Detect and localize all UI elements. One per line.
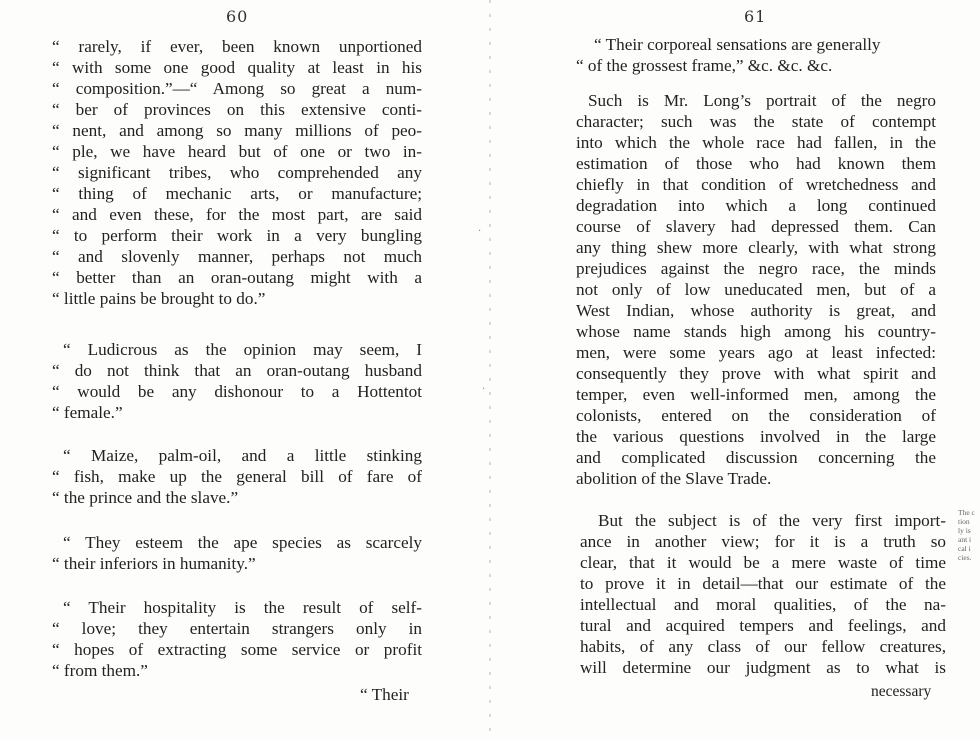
text-line: habits, of any class of our fellow creatures, bbox=[580, 637, 946, 656]
text-line: consequently they prove with what spirit and bbox=[576, 364, 936, 383]
text-line: “ ple, we have heard but of one or two in- bbox=[52, 142, 422, 161]
text-line: “ and slovenly manner, perhaps not much bbox=[52, 247, 422, 266]
text-line: “ their inferiors in humanity.” bbox=[52, 554, 256, 573]
text-line: whose name stands high among his country- bbox=[576, 322, 936, 341]
text-line: ance in another view; for it is a truth so bbox=[580, 532, 946, 551]
page-number-right: 61 bbox=[744, 7, 767, 26]
left-paragraph-4 bbox=[52, 532, 422, 574]
text-line: “ Maize, palm-oil, and a little stinking bbox=[63, 446, 422, 465]
text-line: “ ber of provinces on this extensive conti- bbox=[52, 100, 422, 119]
specks: · bbox=[478, 226, 482, 237]
text-line: not only of low uneducated men, but of a bbox=[576, 280, 936, 299]
text-line: “ nent, and among so many millions of peo- bbox=[52, 121, 422, 140]
text-line: “ composition.”—“ Among so great a num- bbox=[52, 79, 422, 98]
right-paragraph-3 bbox=[580, 510, 946, 678]
text-line: any thing shew more clearly, with what strong bbox=[576, 238, 936, 257]
right-paragraph-2 bbox=[576, 90, 936, 489]
text-line: “ of the grossest frame,” &c. &c. &c. bbox=[576, 56, 833, 75]
specks: · bbox=[482, 384, 486, 395]
text-line: colonists, entered on the consideration of bbox=[576, 406, 936, 425]
text-line: “ fish, make up the general bill of fare of bbox=[52, 467, 422, 486]
text-line: “ significant tribes, who comprehended any bbox=[52, 163, 422, 182]
text-line: clear, that it would be a mere waste of time bbox=[580, 553, 946, 572]
catchword-right: necessary bbox=[871, 683, 932, 700]
right-paragraph-1 bbox=[576, 34, 932, 76]
text-line: “ little pains be brought to do.” bbox=[52, 289, 266, 308]
margin-note-line: cal i bbox=[958, 544, 971, 553]
text-line: “ Their corporeal sensations are generally bbox=[594, 35, 881, 54]
text-line: “ would be any dishonour to a Hottentot bbox=[52, 382, 422, 401]
text-line: course of slavery had depressed them. Can bbox=[576, 217, 936, 236]
text-line: “ do not think that an oran-outang husband bbox=[52, 361, 422, 380]
text-line: “ Their hospitality is the result of self- bbox=[63, 598, 422, 617]
text-line: temper, even well-informed men, among the bbox=[576, 385, 936, 404]
text-line: “ to perform their work in a very bungling bbox=[52, 226, 422, 245]
catchword-left: “ Their bbox=[360, 685, 409, 704]
text-line: West Indian, whose authority is great, and bbox=[576, 301, 936, 320]
margin-note-line: cies. bbox=[958, 553, 972, 562]
margin-note bbox=[958, 508, 980, 562]
text-line: prejudices against the negro race, the minds bbox=[576, 259, 936, 278]
left-paragraph-2 bbox=[52, 339, 422, 423]
text-line: “ the prince and the slave.” bbox=[52, 488, 239, 507]
text-line: degradation into which a long continued bbox=[576, 196, 936, 215]
text-line: “ hopes of extracting some service or profit bbox=[52, 640, 422, 659]
margin-note-line: tion bbox=[958, 517, 970, 526]
text-line: and complicated discussion concerning the bbox=[576, 448, 936, 467]
text-line: to prove it in detail—that our estimate of the bbox=[580, 574, 946, 593]
left-paragraph-5 bbox=[52, 597, 422, 681]
text-line: “ They esteem the ape species as scarcely bbox=[63, 533, 422, 552]
left-paragraph-3 bbox=[52, 445, 422, 508]
right-page bbox=[490, 0, 980, 740]
text-line: will determine our judgment as to what is bbox=[580, 658, 946, 677]
text-line: “ with some one good quality at least in his bbox=[52, 58, 422, 77]
text-line: Such is Mr. Long’s portrait of the negro bbox=[588, 91, 936, 110]
page-number-left: 60 bbox=[226, 7, 249, 26]
text-line: into which the whole race had fallen, in the bbox=[576, 133, 936, 152]
text-line: tural and acquired tempers and feelings, and bbox=[580, 616, 946, 635]
text-line: abolition of the Slave Trade. bbox=[576, 469, 772, 488]
margin-note-line: ant i bbox=[958, 535, 972, 544]
text-line: But the subject is of the very first import- bbox=[598, 511, 946, 530]
margin-note-line: The c bbox=[958, 508, 975, 517]
text-line: “ and even these, for the most part, are said bbox=[52, 205, 422, 224]
text-line: the various questions involved in the large bbox=[576, 427, 936, 446]
text-line: “ Ludicrous as the opinion may seem, I bbox=[63, 340, 422, 359]
text-line: estimation of those who had known them bbox=[576, 154, 936, 173]
text-line: “ from them.” bbox=[52, 661, 148, 680]
text-line: men, were some years ago at least infected: bbox=[576, 343, 936, 362]
text-line: chiefly in that condition of wretchedness and bbox=[576, 175, 936, 194]
text-line: character; such was the state of contempt bbox=[576, 112, 936, 131]
text-line: intellectual and moral qualities, of the na- bbox=[580, 595, 946, 614]
margin-note-line: ly is bbox=[958, 526, 971, 535]
text-line: “ rarely, if ever, been known unportioned bbox=[52, 37, 422, 56]
text-line: “ love; they entertain strangers only in bbox=[52, 619, 422, 638]
text-line: “ better than an oran-outang might with a bbox=[52, 268, 422, 287]
text-line: “ thing of mechanic arts, or manufacture; bbox=[52, 184, 422, 203]
text-line: “ female.” bbox=[52, 403, 123, 422]
left-paragraph-1 bbox=[52, 36, 422, 309]
